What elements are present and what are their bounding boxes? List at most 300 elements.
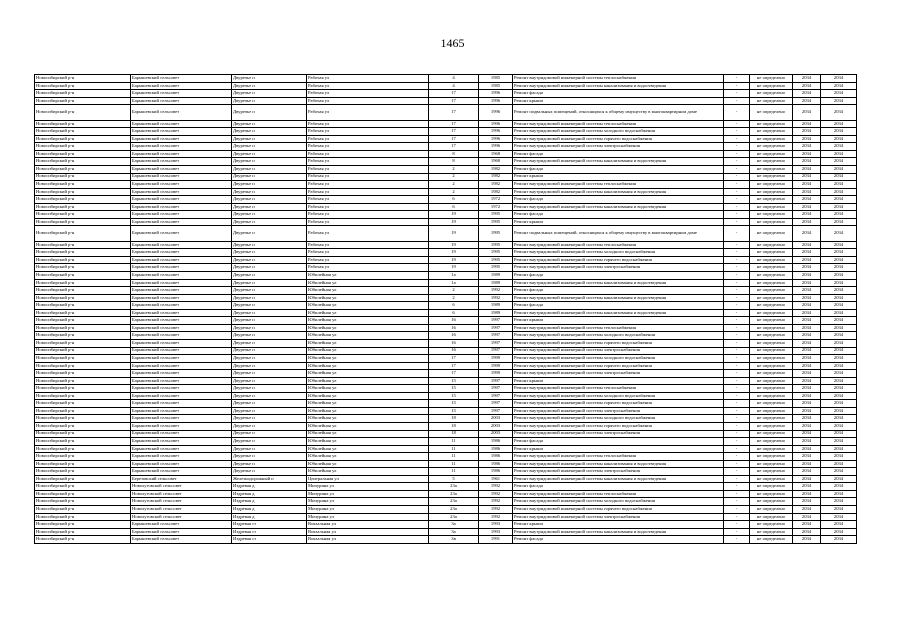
year-start-cell: 2034: [793, 272, 821, 280]
house-number-cell: 6: [429, 309, 479, 317]
street-cell: Мичурина ул: [307, 505, 429, 513]
dash-cell: -: [724, 422, 750, 430]
year-built-cell: 1986: [479, 468, 513, 476]
street-cell: Юбилейная ул: [307, 294, 429, 302]
dash-cell: -: [724, 302, 750, 310]
council-cell: Барышевский сельсовет: [131, 143, 232, 151]
year-end-cell: 2034: [821, 249, 857, 257]
house-number-cell: 2: [429, 294, 479, 302]
year-end-cell: 2034: [821, 188, 857, 196]
dash-cell: -: [724, 75, 750, 83]
year-end-cell: 2034: [821, 75, 857, 83]
house-number-cell: 17: [429, 370, 479, 378]
house-number-cell: 17: [429, 355, 479, 363]
status-cell: не определено: [750, 188, 793, 196]
work-type-cell: Ремонт внутридомовой инженерной системы электроснабжения: [513, 430, 724, 438]
district-cell: Новосибирский р-н: [35, 521, 131, 529]
district-cell: Новосибирский р-н: [35, 241, 131, 249]
status-cell: не определено: [750, 339, 793, 347]
district-cell: Новосибирский р-н: [35, 150, 131, 158]
district-cell: Новосибирский р-н: [35, 279, 131, 287]
dash-cell: -: [724, 453, 750, 461]
house-number-cell: 23а: [429, 513, 479, 521]
district-cell: Новосибирский р-н: [35, 97, 131, 105]
table-row: [35, 355, 857, 363]
district-cell: Новосибирский р-н: [35, 460, 131, 468]
settlement-cell: Двуречье п: [232, 332, 307, 340]
work-type-cell: Ремонт внутридомовой инженерной системы горячего водоснабжения: [513, 256, 724, 264]
house-number-cell: 11: [429, 453, 479, 461]
street-cell: Рабочая ул: [307, 264, 429, 272]
settlement-cell: Двуречье п: [232, 120, 307, 128]
district-cell: Новосибирский р-н: [35, 165, 131, 173]
year-end-cell: 2034: [821, 392, 857, 400]
house-number-cell: 23а: [429, 498, 479, 506]
council-cell: Барышевский сельсовет: [131, 460, 232, 468]
street-cell: Рабочая ул: [307, 135, 429, 143]
settlement-cell: Двуречье п: [232, 188, 307, 196]
year-start-cell: 2034: [793, 105, 821, 121]
table-row: [35, 309, 857, 317]
dash-cell: -: [724, 370, 750, 378]
status-cell: не определено: [750, 355, 793, 363]
council-cell: Барышевский сельсовет: [131, 105, 232, 121]
table-row: [35, 400, 857, 408]
work-type-cell: Ремонт фасада: [513, 211, 724, 219]
settlement-cell: Двуречье п: [232, 105, 307, 121]
year-built-cell: 1989: [479, 272, 513, 280]
district-cell: Новосибирский р-н: [35, 536, 131, 544]
year-start-cell: 2034: [793, 422, 821, 430]
settlement-cell: Двуречье п: [232, 460, 307, 468]
dash-cell: -: [724, 505, 750, 513]
table-row: [35, 264, 857, 272]
settlement-cell: Двуречье п: [232, 279, 307, 287]
status-cell: не определено: [750, 453, 793, 461]
council-cell: Барышевский сельсовет: [131, 90, 232, 98]
council-cell: Барышевский сельсовет: [131, 264, 232, 272]
council-cell: Барышевский сельсовет: [131, 75, 232, 83]
street-cell: Рабочая ул: [307, 249, 429, 257]
dash-cell: -: [724, 362, 750, 370]
council-cell: Барышевский сельсовет: [131, 438, 232, 446]
house-number-cell: 4: [429, 82, 479, 90]
settlement-cell: Двуречье п: [232, 272, 307, 280]
status-cell: не определено: [750, 173, 793, 181]
year-start-cell: 2034: [793, 385, 821, 393]
year-built-cell: 1986: [479, 445, 513, 453]
year-built-cell: 1996: [479, 90, 513, 98]
settlement-cell: Двуречье п: [232, 287, 307, 295]
status-cell: не определено: [750, 377, 793, 385]
year-built-cell: 2003: [479, 415, 513, 423]
council-cell: Барышевский сельсовет: [131, 173, 232, 181]
year-start-cell: 2034: [793, 438, 821, 446]
repair-schedule-table: [34, 74, 857, 544]
work-type-cell: Ремонт внутридомовой инженерной системы теплоснабжения: [513, 241, 724, 249]
status-cell: не определено: [750, 256, 793, 264]
dash-cell: -: [724, 196, 750, 204]
dash-cell: -: [724, 203, 750, 211]
street-cell: Мичурина ул: [307, 498, 429, 506]
status-cell: не определено: [750, 460, 793, 468]
house-number-cell: 16: [429, 317, 479, 325]
council-cell: Барышевский сельсовет: [131, 128, 232, 136]
year-built-cell: 1996: [479, 128, 513, 136]
work-type-cell: Ремонт фасада: [513, 536, 724, 544]
district-cell: Новосибирский р-н: [35, 75, 131, 83]
house-number-cell: 1а: [429, 279, 479, 287]
street-cell: Центральная ул: [307, 475, 429, 483]
status-cell: не определено: [750, 120, 793, 128]
work-type-cell: Ремонт фасада: [513, 150, 724, 158]
district-cell: Новосибирский р-н: [35, 528, 131, 536]
work-type-cell: Ремонт внутридомовой инженерной системы канализования и водоотведения: [513, 188, 724, 196]
settlement-cell: Двуречье п: [232, 438, 307, 446]
council-cell: Барышевский сельсовет: [131, 196, 232, 204]
house-number-cell: 17: [429, 143, 479, 151]
table-row: [35, 347, 857, 355]
council-cell: Барышевский сельсовет: [131, 468, 232, 476]
house-number-cell: 11: [429, 438, 479, 446]
settlement-cell: Двуречье п: [232, 249, 307, 257]
settlement-cell: Двуречье п: [232, 196, 307, 204]
street-cell: Рабочая ул: [307, 150, 429, 158]
status-cell: не определено: [750, 226, 793, 242]
status-cell: не определено: [750, 135, 793, 143]
year-end-cell: 2034: [821, 355, 857, 363]
year-end-cell: 2034: [821, 332, 857, 340]
year-start-cell: 2034: [793, 279, 821, 287]
council-cell: Барышевский сельсовет: [131, 317, 232, 325]
council-cell: Барышевский сельсовет: [131, 430, 232, 438]
year-built-cell: 1992: [479, 490, 513, 498]
house-number-cell: 8: [429, 158, 479, 166]
table-row: [35, 370, 857, 378]
year-built-cell: 1997: [479, 392, 513, 400]
year-start-cell: 2034: [793, 211, 821, 219]
table-row: [35, 158, 857, 166]
council-cell: Барышевский сельсовет: [131, 422, 232, 430]
year-built-cell: 1985: [479, 75, 513, 83]
year-start-cell: 2034: [793, 120, 821, 128]
dash-cell: -: [724, 377, 750, 385]
dash-cell: -: [724, 165, 750, 173]
year-start-cell: 2034: [793, 165, 821, 173]
council-cell: Барышевский сельсовет: [131, 370, 232, 378]
dash-cell: -: [724, 143, 750, 151]
house-number-cell: 5: [429, 475, 479, 483]
work-type-cell: Ремонт внутридомовой инженерной системы теплоснабжения: [513, 75, 724, 83]
council-cell: Барышевский сельсовет: [131, 135, 232, 143]
year-built-cell: 1972: [479, 203, 513, 211]
year-built-cell: 1985: [479, 82, 513, 90]
settlement-cell: Двуречье п: [232, 339, 307, 347]
house-number-cell: 2: [429, 165, 479, 173]
year-built-cell: 1982: [479, 165, 513, 173]
status-cell: не определено: [750, 498, 793, 506]
dash-cell: -: [724, 347, 750, 355]
council-cell: Барышевский сельсовет: [131, 181, 232, 189]
council-cell: Барышевский сельсовет: [131, 528, 232, 536]
table-row: [35, 483, 857, 491]
district-cell: Новосибирский р-н: [35, 158, 131, 166]
settlement-cell: Издревая ст: [232, 521, 307, 529]
street-cell: Рабочая ул: [307, 143, 429, 151]
council-cell: Барышевский сельсовет: [131, 241, 232, 249]
work-type-cell: Ремонт внутридомовой инженерной системы электроснабжения: [513, 370, 724, 378]
house-number-cell: 15: [429, 407, 479, 415]
year-start-cell: 2034: [793, 150, 821, 158]
year-end-cell: 2034: [821, 158, 857, 166]
year-built-cell: 1996: [479, 120, 513, 128]
house-number-cell: 2: [429, 188, 479, 196]
dash-cell: -: [724, 90, 750, 98]
settlement-cell: Двуречье п: [232, 392, 307, 400]
house-number-cell: 19: [429, 264, 479, 272]
year-start-cell: 2034: [793, 407, 821, 415]
year-end-cell: 2034: [821, 415, 857, 423]
council-cell: Новолуговской сельсовет: [131, 490, 232, 498]
council-cell: Березовский сельсовет: [131, 475, 232, 483]
page-number: 1465: [440, 36, 465, 50]
work-type-cell: Ремонт внутридомовой инженерной системы электроснабжения: [513, 264, 724, 272]
status-cell: не определено: [750, 211, 793, 219]
work-type-cell: Ремонт внутридомовой инженерной системы канализования и водоотведения: [513, 279, 724, 287]
district-cell: Новосибирский р-н: [35, 332, 131, 340]
council-cell: Барышевский сельсовет: [131, 415, 232, 423]
street-cell: Юбилейная ул: [307, 438, 429, 446]
status-cell: не определено: [750, 272, 793, 280]
year-start-cell: 2034: [793, 309, 821, 317]
district-cell: Новосибирский р-н: [35, 430, 131, 438]
status-cell: не определено: [750, 483, 793, 491]
year-start-cell: 2034: [793, 475, 821, 483]
repair-schedule-table-container: [34, 74, 856, 544]
dash-cell: -: [724, 226, 750, 242]
year-built-cell: 1992: [479, 287, 513, 295]
year-end-cell: 2034: [821, 264, 857, 272]
council-cell: Барышевский сельсовет: [131, 226, 232, 242]
status-cell: не определено: [750, 82, 793, 90]
status-cell: не определено: [750, 287, 793, 295]
year-start-cell: 2034: [793, 82, 821, 90]
table-row: [35, 438, 857, 446]
table-row: [35, 279, 857, 287]
street-cell: Рабочая ул: [307, 90, 429, 98]
year-end-cell: 2034: [821, 135, 857, 143]
settlement-cell: Двуречье п: [232, 203, 307, 211]
year-end-cell: 2034: [821, 362, 857, 370]
settlement-cell: Двуречье п: [232, 173, 307, 181]
district-cell: Новосибирский р-н: [35, 302, 131, 310]
year-built-cell: 1995: [479, 241, 513, 249]
settlement-cell: Двуречье п: [232, 317, 307, 325]
year-start-cell: 2034: [793, 430, 821, 438]
year-start-cell: 2034: [793, 400, 821, 408]
year-start-cell: 2034: [793, 536, 821, 544]
table-row: [35, 196, 857, 204]
council-cell: Барышевский сельсовет: [131, 158, 232, 166]
settlement-cell: Двуречье п: [232, 294, 307, 302]
settlement-cell: Двуречье п: [232, 181, 307, 189]
district-cell: Новосибирский р-н: [35, 128, 131, 136]
house-number-cell: 11: [429, 460, 479, 468]
status-cell: не определено: [750, 536, 793, 544]
district-cell: Новосибирский р-н: [35, 438, 131, 446]
house-number-cell: 6: [429, 203, 479, 211]
council-cell: Барышевский сельсовет: [131, 272, 232, 280]
street-cell: Юбилейная ул: [307, 272, 429, 280]
status-cell: не определено: [750, 422, 793, 430]
house-number-cell: 17: [429, 105, 479, 121]
year-start-cell: 2034: [793, 505, 821, 513]
year-start-cell: 2034: [793, 188, 821, 196]
settlement-cell: Двуречье п: [232, 75, 307, 83]
work-type-cell: Ремонт внутридомовой инженерной системы теплоснабжения: [513, 453, 724, 461]
settlement-cell: Двуречье п: [232, 158, 307, 166]
dash-cell: -: [724, 150, 750, 158]
table-row: [35, 82, 857, 90]
dash-cell: -: [724, 211, 750, 219]
district-cell: Новосибирский р-н: [35, 256, 131, 264]
dash-cell: -: [724, 82, 750, 90]
settlement-cell: Двуречье п: [232, 347, 307, 355]
work-type-cell: Ремонт внутридомовой инженерной системы электроснабжения: [513, 468, 724, 476]
dash-cell: -: [724, 309, 750, 317]
table-row: [35, 165, 857, 173]
work-type-cell: Ремонт фасада: [513, 438, 724, 446]
work-type-cell: Ремонт внутридомовой инженерной системы электроснабжения: [513, 513, 724, 521]
table-row: [35, 188, 857, 196]
dash-cell: -: [724, 218, 750, 226]
settlement-cell: Двуречье п: [232, 370, 307, 378]
dash-cell: -: [724, 241, 750, 249]
year-built-cell: 1995: [479, 264, 513, 272]
year-end-cell: 2034: [821, 422, 857, 430]
council-cell: Барышевский сельсовет: [131, 82, 232, 90]
year-start-cell: 2034: [793, 196, 821, 204]
status-cell: не определено: [750, 196, 793, 204]
table-row: [35, 332, 857, 340]
dash-cell: -: [724, 332, 750, 340]
year-end-cell: 2034: [821, 82, 857, 90]
street-cell: Вокзальная ул: [307, 536, 429, 544]
street-cell: Рабочая ул: [307, 158, 429, 166]
year-built-cell: 1992: [479, 513, 513, 521]
district-cell: Новосибирский р-н: [35, 188, 131, 196]
settlement-cell: Двуречье п: [232, 211, 307, 219]
district-cell: Новосибирский р-н: [35, 490, 131, 498]
work-type-cell: Ремонт внутридомовой инженерной системы теплоснабжения: [513, 490, 724, 498]
district-cell: Новосибирский р-н: [35, 120, 131, 128]
work-type-cell: Ремонт внутридомовой инженерной системы теплоснабжения: [513, 324, 724, 332]
district-cell: Новосибирский р-н: [35, 498, 131, 506]
table-row: [35, 294, 857, 302]
status-cell: не определено: [750, 362, 793, 370]
year-start-cell: 2034: [793, 498, 821, 506]
year-end-cell: 2034: [821, 370, 857, 378]
year-end-cell: 2034: [821, 453, 857, 461]
house-number-cell: 17: [429, 120, 479, 128]
work-type-cell: Ремонт внутридомовой инженерной системы холодного водоснабжения: [513, 415, 724, 423]
street-cell: Рабочая ул: [307, 165, 429, 173]
council-cell: Барышевский сельсовет: [131, 188, 232, 196]
work-type-cell: Ремонт крыши: [513, 173, 724, 181]
status-cell: не определено: [750, 150, 793, 158]
work-type-cell: Ремонт внутридомовой инженерной системы электроснабжения: [513, 407, 724, 415]
district-cell: Новосибирский р-н: [35, 173, 131, 181]
status-cell: не определено: [750, 294, 793, 302]
year-built-cell: 2003: [479, 430, 513, 438]
house-number-cell: 17: [429, 128, 479, 136]
year-start-cell: 2034: [793, 490, 821, 498]
year-start-cell: 2034: [793, 226, 821, 242]
year-built-cell: 1986: [479, 453, 513, 461]
table-row: [35, 430, 857, 438]
council-cell: Новолуговской сельсовет: [131, 505, 232, 513]
year-built-cell: 1996: [479, 97, 513, 105]
dash-cell: -: [724, 324, 750, 332]
work-type-cell: Ремонт внутридомовой инженерной системы горячего водоснабжения: [513, 400, 724, 408]
street-cell: Мичурина ул: [307, 490, 429, 498]
district-cell: Новосибирский р-н: [35, 317, 131, 325]
table-row: [35, 324, 857, 332]
dash-cell: -: [724, 483, 750, 491]
year-built-cell: 1997: [479, 400, 513, 408]
settlement-cell: Двуречье п: [232, 324, 307, 332]
year-end-cell: 2034: [821, 528, 857, 536]
council-cell: Барышевский сельсовет: [131, 97, 232, 105]
table-row: [35, 226, 857, 242]
status-cell: не определено: [750, 105, 793, 121]
dash-cell: -: [724, 513, 750, 521]
work-type-cell: Ремонт фасада: [513, 483, 724, 491]
council-cell: Барышевский сельсовет: [131, 400, 232, 408]
year-built-cell: 1986: [479, 438, 513, 446]
year-end-cell: 2034: [821, 302, 857, 310]
district-cell: Новосибирский р-н: [35, 226, 131, 242]
street-cell: Юбилейная ул: [307, 324, 429, 332]
year-end-cell: 2034: [821, 460, 857, 468]
table-row: [35, 339, 857, 347]
work-type-cell: Ремонт фасада: [513, 287, 724, 295]
work-type-cell: Ремонт внутридомовой инженерной системы теплоснабжения: [513, 385, 724, 393]
dash-cell: -: [724, 415, 750, 423]
year-start-cell: 2034: [793, 158, 821, 166]
year-start-cell: 2034: [793, 362, 821, 370]
street-cell: Рабочая ул: [307, 97, 429, 105]
street-cell: Юбилейная ул: [307, 347, 429, 355]
house-number-cell: 23а: [429, 483, 479, 491]
year-start-cell: 2034: [793, 513, 821, 521]
table-row: [35, 203, 857, 211]
status-cell: не определено: [750, 392, 793, 400]
status-cell: не определено: [750, 445, 793, 453]
council-cell: Барышевский сельсовет: [131, 324, 232, 332]
table-row: [35, 521, 857, 529]
year-built-cell: 1997: [479, 407, 513, 415]
year-start-cell: 2034: [793, 294, 821, 302]
dash-cell: -: [724, 490, 750, 498]
year-built-cell: 1999: [479, 370, 513, 378]
district-cell: Новосибирский р-н: [35, 453, 131, 461]
year-start-cell: 2034: [793, 339, 821, 347]
council-cell: Барышевский сельсовет: [131, 165, 232, 173]
street-cell: Юбилейная ул: [307, 309, 429, 317]
year-start-cell: 2034: [793, 256, 821, 264]
council-cell: Барышевский сельсовет: [131, 355, 232, 363]
